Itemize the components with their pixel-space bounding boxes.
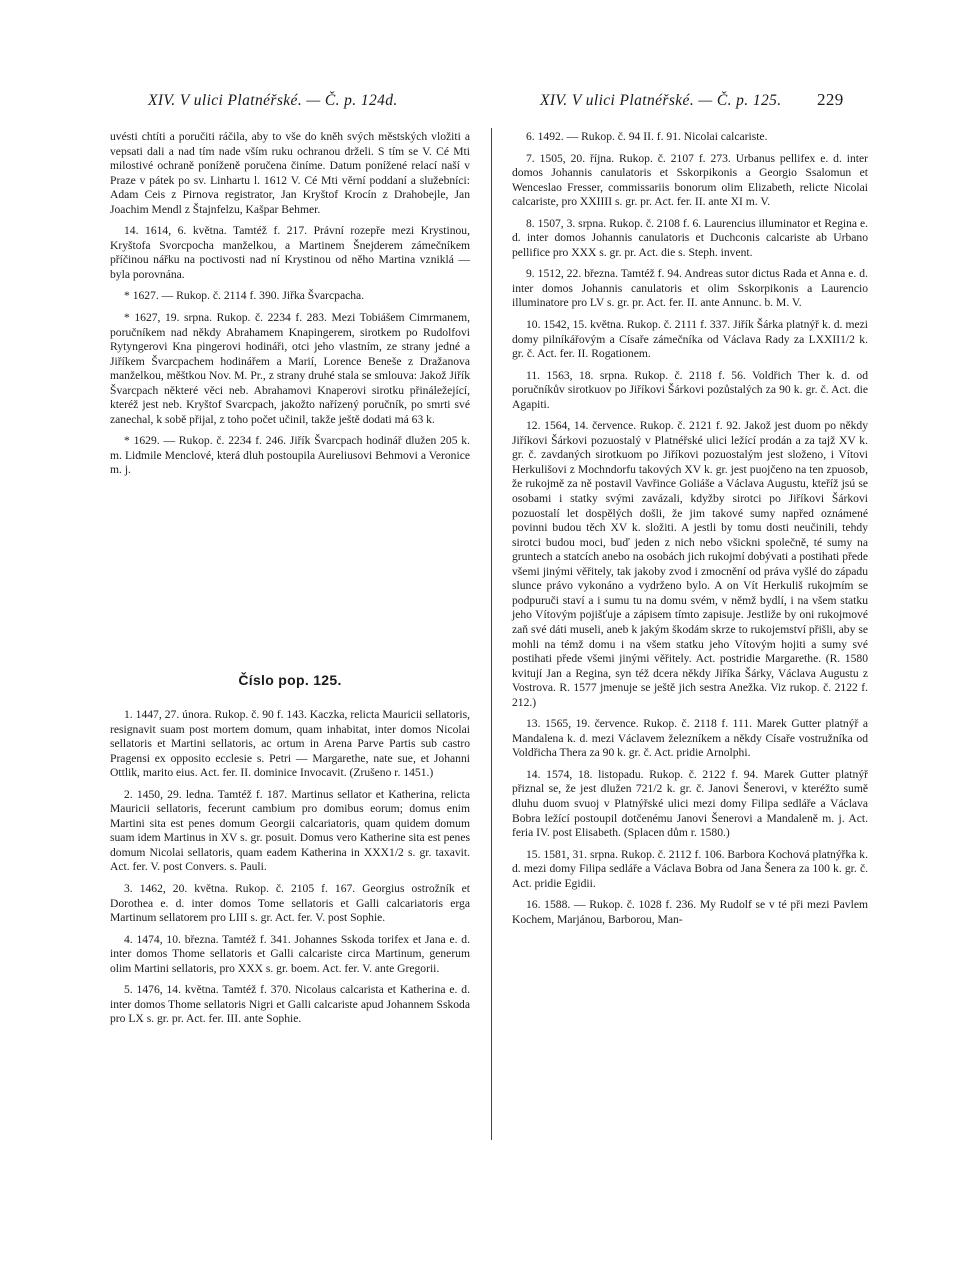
paragraph: 2. 1450, 29. ledna. Tamtéž f. 187. Martinus sellator et Katherina, relicta Mauricii sellatoris, fecerunt cambium pro domibus eorum; domus enim Martini sita est penes domum Georgii calcariatoris, quam quidem domum suam idem Martinus in XV s. gr. posuit. Domus vero Katherine sita est penes domum Nicolai sellatoris, quam eadem Katherina in XXX1/2 s. gr. taxavit. Act. fer. V. post Convers. s. Pauli. (110, 787, 470, 874)
paragraph: 15. 1581, 31. srpna. Rukop. č. 2112 f. 106. Barbora Kochová platnýřka k. d. mezi domy Filipa sedláře a Václava Bobra od Jana Šenera za 100 k. gr. č. Act. pridie Egidii. (512, 847, 868, 890)
left-column-top (110, 130, 470, 485)
paragraph: 7. 1505, 20. října. Rukop. č. 2107 f. 273. Urbanus pellifex e. d. inter domos Johannis canulatoris et Sskorpikonis a Georgio Ssalomun et Wenceslao Fresser, commissariis bonorum olim Elizabeth, relicte Nicolai calcariste, pro XXIIII s. gr. pr. Act. fer. II. ante XI m. V. (512, 151, 868, 209)
section-title: Číslo pop. 125. (238, 672, 342, 688)
right-column (512, 130, 868, 927)
paragraph: 16. 1588. — Rukop. č. 1028 f. 236. My Rudolf se v té při mezi Pavlem Kochem, Marjánou, Barborou, Man- (512, 898, 868, 926)
paragraph: 10. 1542, 15. května. Rukop. č. 2111 f. 337. Jiřík Šárka platnýř k. d. mezi domy pilníkářovým a Císaře zámečníka od Václava Rady za LXXII1/2 k. gr. č. Act. fer. II. Rogationem. (512, 318, 868, 361)
paragraph: * 1627. — Rukop. č. 2114 f. 390. Jiřka Švarcpacha. (124, 289, 365, 303)
paragraph: 12. 1564, 14. července. Rukop. č. 2121 f. 92. Jakož jest duom po někdy Jiříkovi Šárkovi pozuostalý v Platnéřské ulici ležící prodán a za tajž XV k. gr. č. zavdaných sirotkuom po Jiříkovi pozuostalým jest složeno, i Vítovi Herkulišovi z Mochndorfu takových XV k. gr. jest puojčeno na ten zpuosob, že rukojmě za ně postavil Vavřince Goliáše a Václava Augustu, kteříž jsú se osobami i statky svými zavázali, kdyžby sirotci po Jiříkovi Šárkovi pozuostalí let dospělých došli, že jim takové sumy napřed oznámené povinni budou těch XV k. složiti. A jestli by tomu dosti neučinili, tehdy sirotci budou moci, buď jeden z nich nebo všickni společně, té sumy na gruntech a statcích anebo na osobách jich rukojmí dobývati a postihati přede všemi jinými věřitely, tak jakoby zvod i zmocnění od práva vyšlé do západu slunce právo vykonáno a vydrženo bylo. A on Vít Herkuliš rukojmím se podpuruči staví a i sumu tu na domu svém, v němž bydlí, i na všem statku jeho Vítovým pojišťuje a zápisem tímto zapisuje. Jestliže by oni rukojmové zaň své dáti museli, aneb k jakým škodám skrze to rukojemství přišli, aby se mohli na témž domu i na všem statku jeho Vítovým hojiti a sumy své postihati přede všemi jinými věřitely. Act. postridie Margarethe. (R. 1580 kvitují Jan a Regina, syn též dcera někdy Jiříka Šárky, Václava Augustu z Vostrova. R. 1577 jmenuje se ještě jich sestra Anežka. Viz rukop. č. 2122 f. 212.) (512, 419, 868, 709)
paragraph: 11. 1563, 18. srpna. Rukop. č. 2118 f. 56. Voldřich Ther k. d. od poručníkův sirotkuov po Jiříkovi Šárkovi pozůstalých za 90 k. gr. č. Act. die Agapiti. (512, 368, 868, 411)
paragraph: 14. 1614, 6. května. Tamtéž f. 217. Právní rozepře mezi Krystinou, Kryštofa Svorcpocha manželkou, a Martinem Šnejderem zámečníkem příčinou nářku na poctivosti nad ní Krystinou od něho Martina vzniklá — byla porovnána. (110, 224, 470, 281)
left-column-bottom (110, 708, 470, 1034)
paragraph: 3. 1462, 20. května. Rukop. č. 2105 f. 167. Georgius ostrožník et Dorothea e. d. inter domos Tome sellatoris et Galli calcariatoris erga Martinum sellatorem pro LIII s. gr. Act. fer. V. post Sophie. (110, 882, 470, 925)
paragraph: uvésti chtíti a poručiti ráčila, aby to vše do kněh svých městských vložiti a vepsati dali a nad tím nade vším ruku ochranou drželi. S tím se V. Cé Mti milostivé ochraně poníženě poručena činíme. Datum ponížené relací naší v Praze v pátek po sv. Linhartu l. 1612 V. Cé Mti věrní poddaní a služebníci: Adam Ceis z Pirnova registrator, Jan Kryštof Krocín z Drahobejle, Jan Joachim Mendl z Štajnfelzu, Kašpar Behmer. (110, 130, 470, 216)
paragraph: 5. 1476, 14. května. Tamtéž f. 370. Nicolaus calcarista et Katherina e. d. inter domos Thome sellatoris Nigri et Galli calcariste apud Johannem Sskoda pro LX s. gr. pr. Act. fer. III. ante Sophie. (110, 983, 470, 1026)
running-header (0, 92, 960, 116)
paragraph: 8. 1507, 3. srpna. Rukop. č. 2108 f. 6. Laurencius illuminator et Regina e. d. inter domos Johannis canulatoris et Duchconis calcariste ab Urbano pellifice pro XXX s. gr. pr. Act. die s. Steph. invent. (512, 216, 868, 259)
paragraph: 9. 1512, 22. března. Tamtéž f. 94. Andreas sutor dictus Rada et Anna e. d. inter domos Johannis canulatoris et olim Sskorpikonis a Laurencio illuminatore pro LV s. gr. pr. Act. fer. II. ante Annunc. b. M. V. (512, 267, 868, 310)
paragraph: 6. 1492. — Rukop. č. 94 II. f. 91. Nicolai calcariste. (526, 130, 768, 143)
paragraph: 4. 1474, 10. března. Tamtéž f. 341. Johannes Sskoda torifex et Jana e. d. inter domos Thome sellatoris et Galli calcariste circa Martinum, generum olim Martini sellatoris, pro XXX s. gr. boem. Act. fer. V. ante Gregorii. (110, 932, 470, 975)
page-number: 229 (817, 90, 844, 109)
paragraph: 1. 1447, 27. února. Rukop. č. 90 f. 143. Kaczka, relicta Mauricii sellatoris, resignavit suam post mortem domum, quam inhabitat, inter domos Nicolai sellatoris et Martini sellatoris, ac ortum in Arena Parve Partis sub castro Pragensi ex opposito ecclesie s. Petri — Margarethe, nate sue, et Johanni Ottlik, marito eius. Act. fer. II. dominice Invocavit. (Zrušeno r. 1451.) (110, 708, 470, 780)
header-right-title: XIV. V ulici Platnéřské. — Č. p. 125. (540, 92, 782, 109)
paragraph: 14. 1574, 18. listopadu. Rukop. č. 2122 f. 94. Marek Gutter platnýř přiznal se, že jest dlužen 721/2 k. gr. č. Janovi Šenerovi, v kteréžto sumě dluhu duom svuoj v Platnýřské ulici mezi domy Filipa sedláře a Václava Bobra ležící postoupil dotčenému Janovi Šenerovi a Mandaleně m. j. Act. feria IV. post Elisabeth. (Splacen dům r. 1580.) (512, 767, 868, 840)
paragraph: * 1629. — Rukop. č. 2234 f. 246. Jiřík Švarcpach hodinář dlužen 205 k. m. Lidmile Menclové, která dluh postoupila Aureliusovi Behmovi a Veronice m. j. (110, 434, 470, 477)
header-left-title: XIV. V ulici Platnéřské. — Č. p. 124d. (148, 92, 398, 109)
column-divider (491, 128, 492, 1140)
paragraph: 13. 1565, 19. července. Rukop. č. 2118 f. 111. Marek Gutter platnýř a Mandalena k. d. mezi Václavem železníkem a někdy Císaře vostružníka od Voldřicha Thera za 90 k. gr. č. Act. pridie Arnolphi. (512, 717, 868, 760)
paragraph: * 1627, 19. srpna. Rukop. č. 2234 f. 283. Mezi Tobiášem Cimrmanem, poručníkem nad někdy Abrahamem Knapingerem, sirotkem po Rudolfovi Rytyngerovi Kna pingerovi hodináři, otci jeho vlastním, ze strany jedné a Jiříkem Švarcpachem hodinářem a Marií, Lorence Beneše z Dražanova manželkou, měštkou Nov. M. Pr., z strany druhé stala se smlouva: Jakož Jiřík Švarcpach některé věci neb. Abrahamovi Knaperovi sirotku přináležející, kteréž jest neb. Kryštof Svarcpach, jakožto nařízený poručník, po smrti své zanechal, k sobě přijal, z toho počet učinil, takže ještě dodati má 63 k. (110, 311, 470, 426)
